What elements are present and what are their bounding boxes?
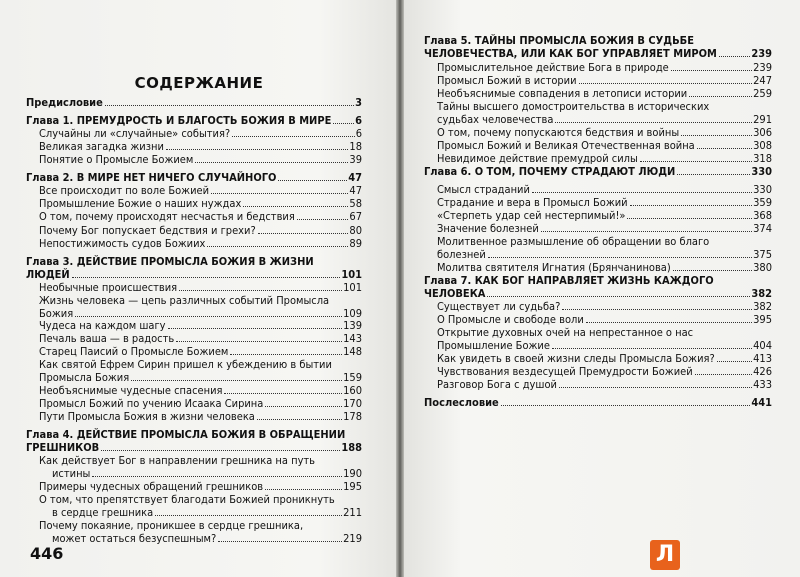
toc-section-entry bbox=[424, 209, 772, 222]
toc-chapter-entry bbox=[424, 396, 772, 409]
toc-section-entry bbox=[424, 352, 772, 365]
toc-section-entry bbox=[26, 519, 362, 545]
toc-section-entry bbox=[26, 281, 362, 294]
toc-entry-title: Предисловие bbox=[26, 96, 103, 109]
toc-page-number: 368 bbox=[753, 209, 772, 222]
toc-page-number: 318 bbox=[753, 152, 772, 165]
toc-entry-title: Глава 6. О ТОМ, ПОЧЕМУ СТРАДАЮТ ЛЮДИ bbox=[424, 165, 676, 178]
dot-leader bbox=[297, 219, 349, 220]
toc-entry-title: Великая загадка жизни bbox=[39, 140, 164, 153]
toc-page-number: 219 bbox=[343, 532, 362, 545]
toc-chapter-entry bbox=[26, 171, 362, 184]
toc-page-number: 143 bbox=[343, 332, 362, 345]
toc-entry-title: Необычные происшествия bbox=[39, 281, 178, 294]
toc-entry-title: Разговор Бога с душой bbox=[437, 378, 557, 391]
toc-page-number: 190 bbox=[343, 467, 362, 480]
toc-page-number: 404 bbox=[753, 339, 772, 352]
toc-entry-title: Промышление Божие о наших нуждах bbox=[39, 197, 242, 210]
toc-section-entry bbox=[424, 61, 772, 74]
toc-entry-title: ГРЕШНИКОВ bbox=[26, 441, 100, 454]
toc-section-entry bbox=[26, 332, 362, 345]
toc-page-number: 3 bbox=[355, 96, 362, 109]
toc-chapter-entry bbox=[26, 428, 362, 454]
toc-entry-title: судьбах человечества bbox=[437, 113, 554, 126]
dot-leader bbox=[333, 123, 354, 124]
dot-leader bbox=[579, 83, 753, 84]
dot-leader bbox=[207, 246, 348, 247]
page-number: 446 bbox=[30, 544, 64, 563]
toc-entry-title-line: Открытие духовных очей на непрестанное о нас bbox=[437, 326, 694, 339]
toc-entry-title: Почему Бог попускает бедствия и грехи? bbox=[39, 224, 256, 237]
dot-leader bbox=[179, 290, 342, 291]
toc-entry-title-line: Тайны высшего домостроительства в исторических bbox=[437, 100, 710, 113]
dot-leader bbox=[166, 149, 349, 150]
toc-chapter-entry bbox=[424, 274, 772, 300]
toc-page-number: 426 bbox=[753, 365, 772, 378]
left-page bbox=[0, 0, 398, 577]
toc-entry-title: Промысл Божий в истории bbox=[437, 74, 577, 87]
dot-leader bbox=[278, 180, 347, 181]
toc-page-number: 291 bbox=[753, 113, 772, 126]
toc-section-entry bbox=[26, 224, 362, 237]
dot-leader bbox=[131, 380, 342, 381]
toc-page-number: 382 bbox=[751, 287, 772, 300]
toc-section-entry bbox=[424, 152, 772, 165]
dot-leader bbox=[555, 122, 752, 123]
toc-section-entry bbox=[424, 183, 772, 196]
toc-section-entry bbox=[26, 410, 362, 423]
toc-section-entry bbox=[26, 397, 362, 410]
toc-entry-title: Как увидеть в своей жизни следы Промысла Божия? bbox=[437, 352, 715, 365]
toc-chapter-entry bbox=[26, 114, 362, 127]
toc-entry-title: Чувствования вездесущей Премудрости Божией bbox=[437, 365, 693, 378]
toc-section-entry bbox=[26, 153, 362, 166]
toc-section-entry bbox=[26, 493, 362, 519]
toc-section-entry bbox=[424, 126, 772, 139]
toc-section-entry bbox=[26, 210, 362, 223]
dot-leader bbox=[230, 354, 342, 355]
dot-leader bbox=[717, 361, 752, 362]
dot-leader bbox=[72, 277, 341, 278]
toc-page-number: 211 bbox=[343, 506, 362, 519]
toc-page-number: 382 bbox=[753, 300, 772, 313]
toc-entry-title: Пути Промысла Божия в жизни человека bbox=[39, 410, 255, 423]
toc-entry-title-line: О том, что препятствует благодати Божией проникнуть bbox=[39, 493, 335, 506]
toc-section-entry bbox=[424, 74, 772, 87]
toc-entry-title: Понятие о Промысле Божием bbox=[39, 153, 194, 166]
toc-entry-title: болезней bbox=[437, 248, 486, 261]
toc-entry-title-line: Почему покаяние, проникшее в сердце грешника, bbox=[39, 519, 304, 532]
toc-page-number: 39 bbox=[349, 153, 362, 166]
dot-leader bbox=[532, 192, 752, 193]
labirint-logo-icon: Л bbox=[650, 540, 680, 570]
toc-entry-title: Все происходит по воле Божией bbox=[39, 184, 210, 197]
toc-entry-title-line: Жизнь человека — цепь различных событий Промысла bbox=[39, 294, 330, 307]
toc-entry-title: Послесловие bbox=[424, 396, 499, 409]
toc-entry-title: О Промысле и свободе воли bbox=[437, 313, 584, 326]
toc-page-number: 239 bbox=[753, 61, 772, 74]
toc-page-number: 413 bbox=[753, 352, 772, 365]
toc-entry-title: Промышление Божие bbox=[437, 339, 550, 352]
toc-section-entry bbox=[424, 300, 772, 313]
toc-page-number: 18 bbox=[349, 140, 362, 153]
dot-leader bbox=[211, 193, 348, 194]
toc-page-number: 433 bbox=[753, 378, 772, 391]
toc-page-number: 374 bbox=[753, 222, 772, 235]
dot-leader bbox=[232, 136, 355, 137]
toc-page-number: 6 bbox=[355, 114, 362, 127]
toc-entry-title: О том, почему попускаются бедствия и войны bbox=[437, 126, 680, 139]
toc-section-entry bbox=[424, 365, 772, 378]
dot-leader bbox=[265, 406, 342, 407]
toc-entry-title: Страдание и вера в Промысл Божий bbox=[437, 196, 628, 209]
toc-page-number: 380 bbox=[753, 261, 772, 274]
dot-leader bbox=[224, 393, 342, 394]
toc-entry-title: Молитва святителя Игнатия (Брянчанинова) bbox=[437, 261, 671, 274]
toc-entry-title-line: Глава 5. ТАЙНЫ ПРОМЫСЛА БОЖИЯ В СУДЬБЕ bbox=[424, 34, 694, 47]
dot-leader bbox=[586, 322, 752, 323]
toc-entry-title: О том, почему происходят несчастья и бедствия bbox=[39, 210, 295, 223]
toc-entry-title: Невидимое действие премудрой силы bbox=[437, 152, 638, 165]
dot-leader bbox=[719, 56, 750, 57]
dot-leader bbox=[243, 206, 348, 207]
dot-leader bbox=[541, 231, 752, 232]
toc-entry-title: Промысл Божий и Великая Отечественная война bbox=[437, 139, 695, 152]
toc-section-entry bbox=[26, 358, 362, 384]
dot-leader bbox=[176, 341, 342, 342]
toc-section-entry bbox=[26, 237, 362, 250]
toc-entry-title: «Стерпеть удар сей нестерпимый!» bbox=[437, 209, 626, 222]
toc-page-number: 139 bbox=[343, 319, 362, 332]
dot-leader bbox=[257, 419, 342, 420]
dot-leader bbox=[195, 162, 348, 163]
contents-heading: СОДЕРЖАНИЕ bbox=[134, 74, 264, 92]
toc-entry-title-line: Как действует Бог в направлении грешника на путь bbox=[39, 454, 316, 467]
toc-entry-title: Божия bbox=[39, 307, 74, 320]
toc-entry-title: Печаль ваша — в радость bbox=[39, 332, 175, 345]
toc-page-number: 58 bbox=[349, 197, 362, 210]
toc-section-entry bbox=[424, 139, 772, 152]
toc-entry-title: Необъяснимые совпадения в летописи истории bbox=[437, 87, 688, 100]
toc-section-entry bbox=[424, 261, 772, 274]
toc-entry-title: Промысла Божия bbox=[39, 371, 130, 384]
dot-leader bbox=[92, 476, 342, 477]
toc-entry-title: может остаться безуспешным? bbox=[52, 532, 217, 545]
toc-entry-title-line: Глава 4. ДЕЙСТВИЕ ПРОМЫСЛА БОЖИЯ В ОБРАЩЕНИИ bbox=[26, 428, 346, 441]
dot-leader bbox=[265, 489, 342, 490]
dot-leader bbox=[155, 515, 342, 516]
toc-page-number: 170 bbox=[343, 397, 362, 410]
dot-leader bbox=[559, 387, 752, 388]
toc-entry-title: ЧЕЛОВЕКА bbox=[424, 287, 486, 300]
dot-leader bbox=[671, 70, 752, 71]
toc-entry-title: Промысл Божий по учению Исаака Сирина bbox=[39, 397, 264, 410]
toc-page-number: 188 bbox=[341, 441, 362, 454]
toc-section-entry bbox=[26, 454, 362, 480]
toc-section-entry bbox=[424, 87, 772, 100]
toc-chapter-entry bbox=[26, 255, 362, 281]
toc-page-number: 239 bbox=[751, 47, 772, 60]
toc-section-entry bbox=[26, 197, 362, 210]
dot-leader bbox=[681, 135, 752, 136]
toc-entry-title: Случайны ли «случайные» события? bbox=[39, 127, 231, 140]
dot-leader bbox=[627, 218, 752, 219]
dot-leader bbox=[689, 96, 752, 97]
toc-page-number: 67 bbox=[349, 210, 362, 223]
toc-page-number: 330 bbox=[753, 183, 772, 196]
toc-entry-title: Глава 2. В МИРЕ НЕТ НИЧЕГО СЛУЧАЙНОГО bbox=[26, 171, 277, 184]
toc-page-number: 359 bbox=[753, 196, 772, 209]
toc-section-entry bbox=[26, 140, 362, 153]
toc-entry-title-line: Глава 7. КАК БОГ НАПРАВЛЯЕТ ЖИЗНЬ КАЖДОГО bbox=[424, 274, 714, 287]
dot-leader bbox=[697, 148, 752, 149]
toc-page-number: 89 bbox=[349, 237, 362, 250]
dot-leader bbox=[101, 450, 340, 451]
toc-entry-title: в сердце грешника bbox=[52, 506, 154, 519]
toc-section-entry bbox=[26, 319, 362, 332]
toc-entry-title: ЛЮДЕЙ bbox=[26, 268, 70, 281]
toc-section-entry bbox=[26, 127, 362, 140]
toc-page-number: 178 bbox=[343, 410, 362, 423]
toc-page-number: 101 bbox=[343, 281, 362, 294]
toc-page-number: 160 bbox=[343, 384, 362, 397]
dot-leader bbox=[488, 257, 752, 258]
toc-entry-title: Чудеса на каждом шагу bbox=[39, 319, 166, 332]
toc-page-number: 159 bbox=[343, 371, 362, 384]
toc-page-number: 101 bbox=[341, 268, 362, 281]
dot-leader bbox=[218, 541, 342, 542]
toc-entry-title-line: Глава 3. ДЕЙСТВИЕ ПРОМЫСЛА БОЖИЯ В ЖИЗНИ bbox=[26, 255, 314, 268]
toc-entry-title: ЧЕЛОВЕЧЕСТВА, ИЛИ КАК БОГ УПРАВЛЯЕТ МИРОМ bbox=[424, 47, 717, 60]
toc-page-number: 375 bbox=[753, 248, 772, 261]
toc-page-number: 308 bbox=[753, 139, 772, 152]
toc-page-number: 330 bbox=[751, 165, 772, 178]
dot-leader bbox=[640, 161, 752, 162]
toc-page-number: 148 bbox=[343, 345, 362, 358]
toc-section-entry bbox=[424, 378, 772, 391]
dot-leader bbox=[105, 105, 354, 106]
toc-section-entry bbox=[424, 235, 772, 261]
dot-leader bbox=[673, 270, 752, 271]
toc-section-entry bbox=[26, 184, 362, 197]
toc-section-entry bbox=[424, 326, 772, 352]
toc-section-entry bbox=[424, 313, 772, 326]
toc-entry-title: Существует ли судьба? bbox=[437, 300, 561, 313]
book-spine bbox=[396, 0, 404, 577]
toc-section-entry bbox=[424, 222, 772, 235]
dot-leader bbox=[258, 233, 349, 234]
toc-section-entry bbox=[424, 100, 772, 126]
dot-leader bbox=[630, 205, 752, 206]
toc-entry-title: Смысл страданий bbox=[437, 183, 530, 196]
toc-entry-title-line: Как святой Ефрем Сирин пришел к убеждению в бытии bbox=[39, 358, 332, 371]
toc-chapter-entry bbox=[424, 34, 772, 60]
toc-page-number: 6 bbox=[355, 127, 362, 140]
dot-leader bbox=[562, 309, 752, 310]
toc-page-number: 195 bbox=[343, 480, 362, 493]
toc-section-entry bbox=[26, 384, 362, 397]
toc-entry-title: Необъяснимые чудесные спасения bbox=[39, 384, 223, 397]
toc-entry-title: Значение болезней bbox=[437, 222, 539, 235]
toc-section-entry bbox=[26, 294, 362, 320]
dot-leader bbox=[552, 348, 752, 349]
toc-entry-title: Непостижимость судов Божиих bbox=[39, 237, 206, 250]
toc-section-entry bbox=[26, 480, 362, 493]
toc-page-number: 441 bbox=[751, 396, 772, 409]
toc-entry-title: Примеры чудесных обращений грешников bbox=[39, 480, 264, 493]
toc-page-number: 306 bbox=[753, 126, 772, 139]
toc-page-number: 47 bbox=[348, 171, 362, 184]
toc-entry-title: Старец Паисий о Промысле Божием bbox=[39, 345, 229, 358]
toc-entry-title: истины bbox=[52, 467, 91, 480]
toc-section-entry bbox=[424, 196, 772, 209]
toc-entry-title: Промыслительное действие Бога в природе bbox=[437, 61, 669, 74]
dot-leader bbox=[677, 174, 750, 175]
toc-page-number: 109 bbox=[343, 307, 362, 320]
dot-leader bbox=[75, 316, 342, 317]
toc-chapter-entry bbox=[424, 165, 772, 178]
toc-page-number: 80 bbox=[349, 224, 362, 237]
toc-entry-title-line: Молитвенное размышление об обращении во благо bbox=[437, 235, 710, 248]
toc-entry-title: Глава 1. ПРЕМУДРОСТЬ И БЛАГОСТЬ БОЖИЯ В МИРЕ bbox=[26, 114, 332, 127]
toc-section-entry bbox=[26, 345, 362, 358]
dot-leader bbox=[487, 296, 750, 297]
dot-leader bbox=[695, 374, 752, 375]
toc-page-number: 259 bbox=[753, 87, 772, 100]
toc-chapter-entry bbox=[26, 96, 362, 109]
dot-leader bbox=[168, 328, 343, 329]
dot-leader bbox=[501, 405, 751, 406]
toc-page-number: 247 bbox=[753, 74, 772, 87]
right-page bbox=[402, 0, 800, 577]
toc-page-number: 395 bbox=[753, 313, 772, 326]
toc-page-number: 47 bbox=[349, 184, 362, 197]
